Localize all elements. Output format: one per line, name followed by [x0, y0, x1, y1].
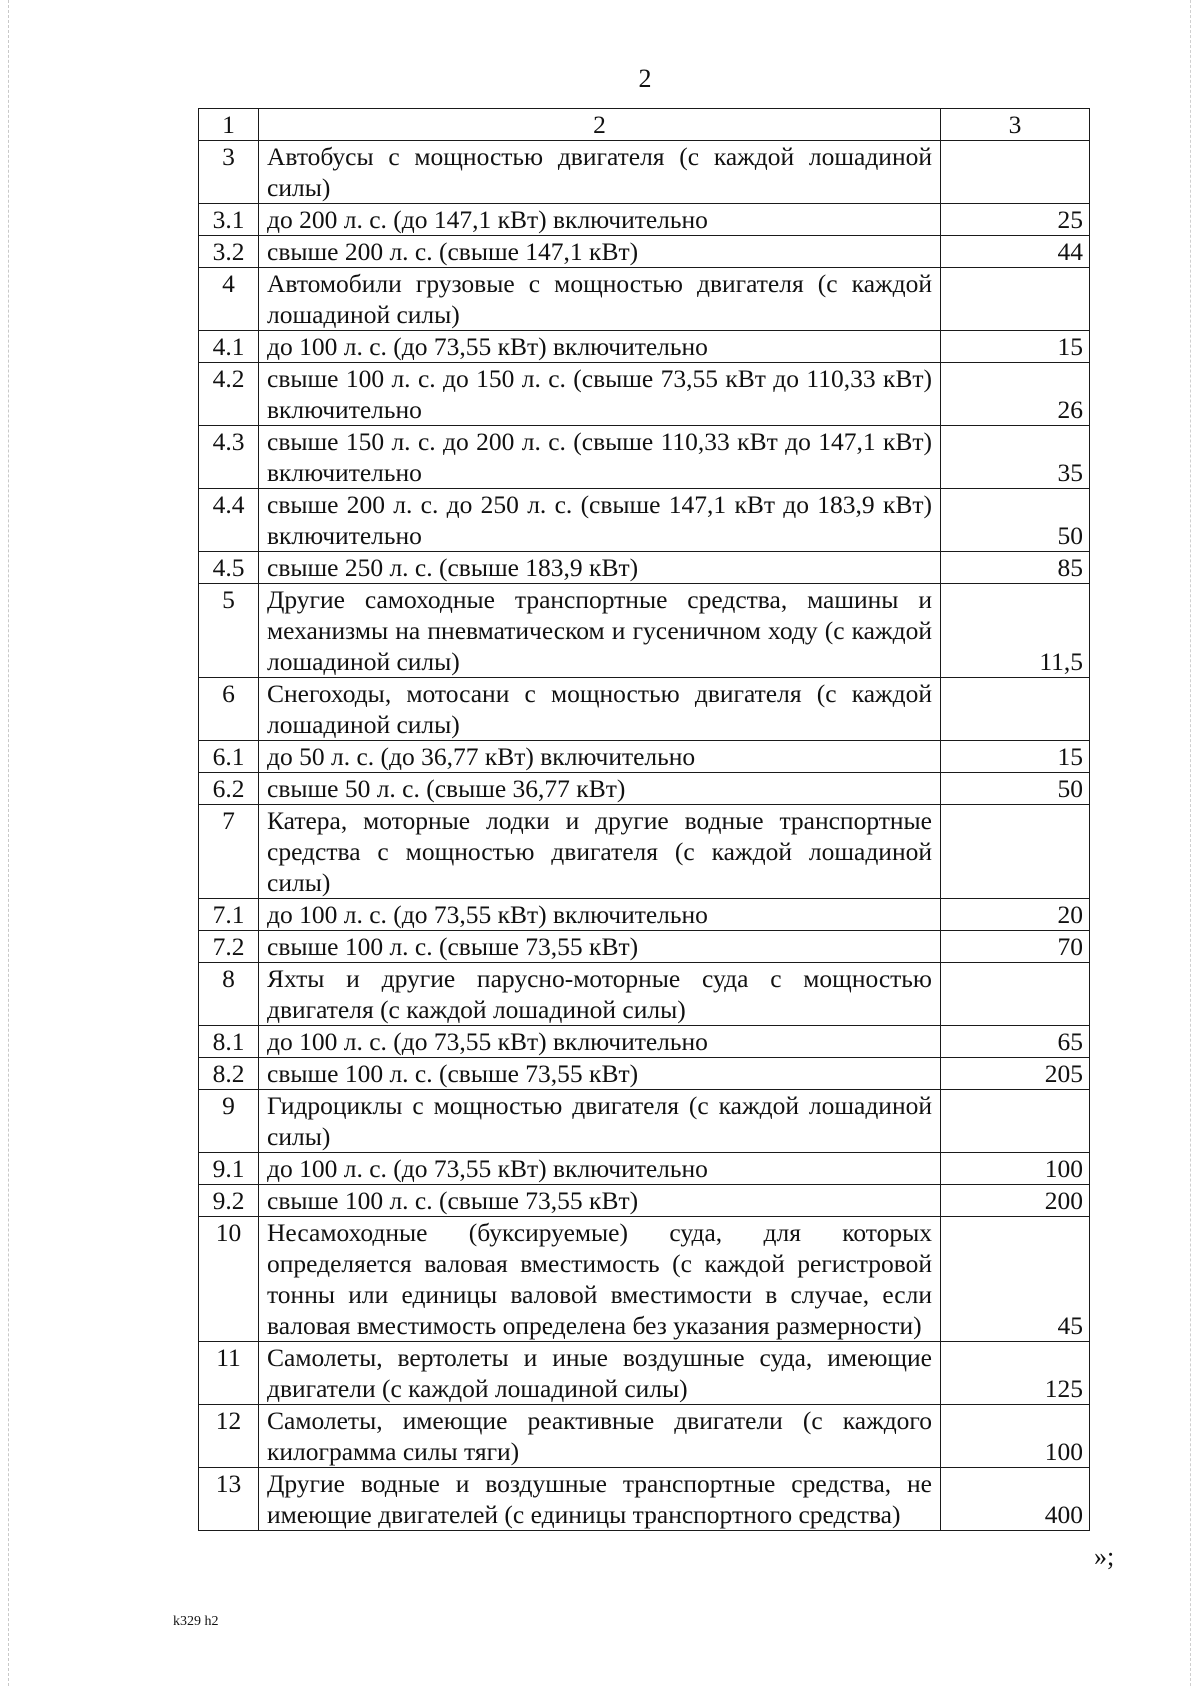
row-tax-rate: 65 — [941, 1026, 1090, 1058]
row-number: 4.1 — [199, 331, 259, 363]
table-row — [199, 1185, 1090, 1217]
row-tax-rate — [941, 678, 1090, 741]
row-tax-rate — [941, 963, 1090, 1026]
row-description: свыше 200 л. с. (свыше 147,1 кВт) — [259, 236, 941, 268]
column-header-number: 1 — [199, 109, 259, 141]
row-number: 8.2 — [199, 1058, 259, 1090]
row-number: 8 — [199, 963, 259, 1026]
row-description: свыше 100 л. с. (свыше 73,55 кВт) — [259, 931, 941, 963]
row-number: 10 — [199, 1217, 259, 1342]
row-number: 7.1 — [199, 899, 259, 931]
table-row — [199, 584, 1090, 678]
row-tax-rate: 20 — [941, 899, 1090, 931]
table-row — [199, 1468, 1090, 1531]
row-description: свыше 100 л. с. (свыше 73,55 кВт) — [259, 1185, 941, 1217]
column-header-description: 2 — [259, 109, 941, 141]
row-tax-rate: 85 — [941, 552, 1090, 584]
table-row — [199, 363, 1090, 426]
row-tax-rate: 100 — [941, 1153, 1090, 1185]
row-number: 11 — [199, 1342, 259, 1405]
table-row — [199, 931, 1090, 963]
row-number: 7 — [199, 805, 259, 899]
row-number: 12 — [199, 1405, 259, 1468]
row-number: 4 — [199, 268, 259, 331]
closing-quote-mark: »; — [1094, 1542, 1115, 1571]
footer-document-code: k329 h2 — [173, 1614, 219, 1629]
table-row — [199, 268, 1090, 331]
row-description: Катера, моторные лодки и другие водные транспортные средства с мощностью двигателя (с каждой лошадиной силы) — [259, 805, 941, 899]
row-number: 8.1 — [199, 1026, 259, 1058]
scan-edge-right — [1190, 0, 1191, 1686]
row-description: свыше 200 л. с. до 250 л. с. (свыше 147,1 кВт до 183,9 кВт) включительно — [259, 489, 941, 552]
table-row — [199, 331, 1090, 363]
row-tax-rate: 125 — [941, 1342, 1090, 1405]
table-row — [199, 1405, 1090, 1468]
table-row — [199, 426, 1090, 489]
row-tax-rate: 15 — [941, 331, 1090, 363]
row-tax-rate: 100 — [941, 1405, 1090, 1468]
row-description: Самолеты, имеющие реактивные двигатели (с каждого килограмма силы тяги) — [259, 1405, 941, 1468]
row-number: 7.2 — [199, 931, 259, 963]
row-number: 9.2 — [199, 1185, 259, 1217]
row-number: 6 — [199, 678, 259, 741]
row-description: до 100 л. с. (до 73,55 кВт) включительно — [259, 331, 941, 363]
row-number: 3.1 — [199, 204, 259, 236]
row-description: свыше 100 л. с. (свыше 73,55 кВт) — [259, 1058, 941, 1090]
row-description: Снегоходы, мотосани с мощностью двигателя (с каждой лошадиной силы) — [259, 678, 941, 741]
row-number: 5 — [199, 584, 259, 678]
table-row — [199, 236, 1090, 268]
table-row — [199, 141, 1090, 204]
table-header-row — [199, 109, 1090, 141]
table-row — [199, 805, 1090, 899]
tax-rate-table — [198, 108, 1090, 1531]
row-description: Яхты и другие парусно-моторные суда с мощностью двигателя (с каждой лошадиной силы) — [259, 963, 941, 1026]
row-number: 4.3 — [199, 426, 259, 489]
table-row — [199, 552, 1090, 584]
table-row — [199, 1342, 1090, 1405]
row-description: свыше 250 л. с. (свыше 183,9 кВт) — [259, 552, 941, 584]
row-description: до 50 л. с. (до 36,77 кВт) включительно — [259, 741, 941, 773]
table-row — [199, 1153, 1090, 1185]
table-row — [199, 773, 1090, 805]
row-tax-rate: 45 — [941, 1217, 1090, 1342]
row-tax-rate: 50 — [941, 489, 1090, 552]
row-description: до 100 л. с. (до 73,55 кВт) включительно — [259, 899, 941, 931]
table-row — [199, 1058, 1090, 1090]
table-row — [199, 204, 1090, 236]
row-tax-rate — [941, 805, 1090, 899]
row-description: Другие водные и воздушные транспортные средства, не имеющие двигателей (с единицы транспортного средства) — [259, 1468, 941, 1531]
row-description: Самолеты, вертолеты и иные воздушные суда, имеющие двигатели (с каждой лошадиной силы) — [259, 1342, 941, 1405]
row-number: 6.1 — [199, 741, 259, 773]
row-tax-rate: 15 — [941, 741, 1090, 773]
row-number: 13 — [199, 1468, 259, 1531]
scan-edge-left — [8, 0, 9, 1686]
row-description: до 100 л. с. (до 73,55 кВт) включительно — [259, 1153, 941, 1185]
row-tax-rate: 44 — [941, 236, 1090, 268]
page-number: 2 — [638, 64, 652, 93]
row-tax-rate: 400 — [941, 1468, 1090, 1531]
row-number: 9.1 — [199, 1153, 259, 1185]
row-number: 4.4 — [199, 489, 259, 552]
table-row — [199, 678, 1090, 741]
row-description: Другие самоходные транспортные средства, машины и механизмы на пневматическом и гусеничном ходу (с каждой лошадиной силы) — [259, 584, 941, 678]
table-row — [199, 489, 1090, 552]
table-row — [199, 963, 1090, 1026]
row-description: Несамоходные (буксируемые) суда, для которых определяется валовая вместимость (с каждой регистровой тонны или единицы валовой вместимости в случае, если валовая вместимость определена без указания размерности) — [259, 1217, 941, 1342]
row-tax-rate: 11,5 — [941, 584, 1090, 678]
row-description: Гидроциклы с мощностью двигателя (с каждой лошадиной силы) — [259, 1090, 941, 1153]
row-description: свыше 50 л. с. (свыше 36,77 кВт) — [259, 773, 941, 805]
row-tax-rate — [941, 268, 1090, 331]
row-number: 3.2 — [199, 236, 259, 268]
table-body — [199, 141, 1090, 1531]
row-number: 9 — [199, 1090, 259, 1153]
row-tax-rate: 35 — [941, 426, 1090, 489]
row-tax-rate — [941, 1090, 1090, 1153]
row-tax-rate: 200 — [941, 1185, 1090, 1217]
row-description: Автомобили грузовые с мощностью двигателя (с каждой лошадиной силы) — [259, 268, 941, 331]
row-number: 3 — [199, 141, 259, 204]
row-description: свыше 150 л. с. до 200 л. с. (свыше 110,33 кВт до 147,1 кВт) включительно — [259, 426, 941, 489]
row-tax-rate: 50 — [941, 773, 1090, 805]
table-row — [199, 1217, 1090, 1342]
table-row — [199, 741, 1090, 773]
row-tax-rate — [941, 141, 1090, 204]
column-header-rate: 3 — [941, 109, 1090, 141]
row-tax-rate: 25 — [941, 204, 1090, 236]
row-number: 6.2 — [199, 773, 259, 805]
row-tax-rate: 205 — [941, 1058, 1090, 1090]
row-description: свыше 100 л. с. до 150 л. с. (свыше 73,55 кВт до 110,33 кВт) включительно — [259, 363, 941, 426]
row-number: 4.5 — [199, 552, 259, 584]
row-tax-rate: 26 — [941, 363, 1090, 426]
row-description: Автобусы с мощностью двигателя (с каждой лошадиной силы) — [259, 141, 941, 204]
table-row — [199, 1026, 1090, 1058]
row-tax-rate: 70 — [941, 931, 1090, 963]
table-row — [199, 1090, 1090, 1153]
table-row — [199, 899, 1090, 931]
row-description: до 200 л. с. (до 147,1 кВт) включительно — [259, 204, 941, 236]
row-number: 4.2 — [199, 363, 259, 426]
row-description: до 100 л. с. (до 73,55 кВт) включительно — [259, 1026, 941, 1058]
